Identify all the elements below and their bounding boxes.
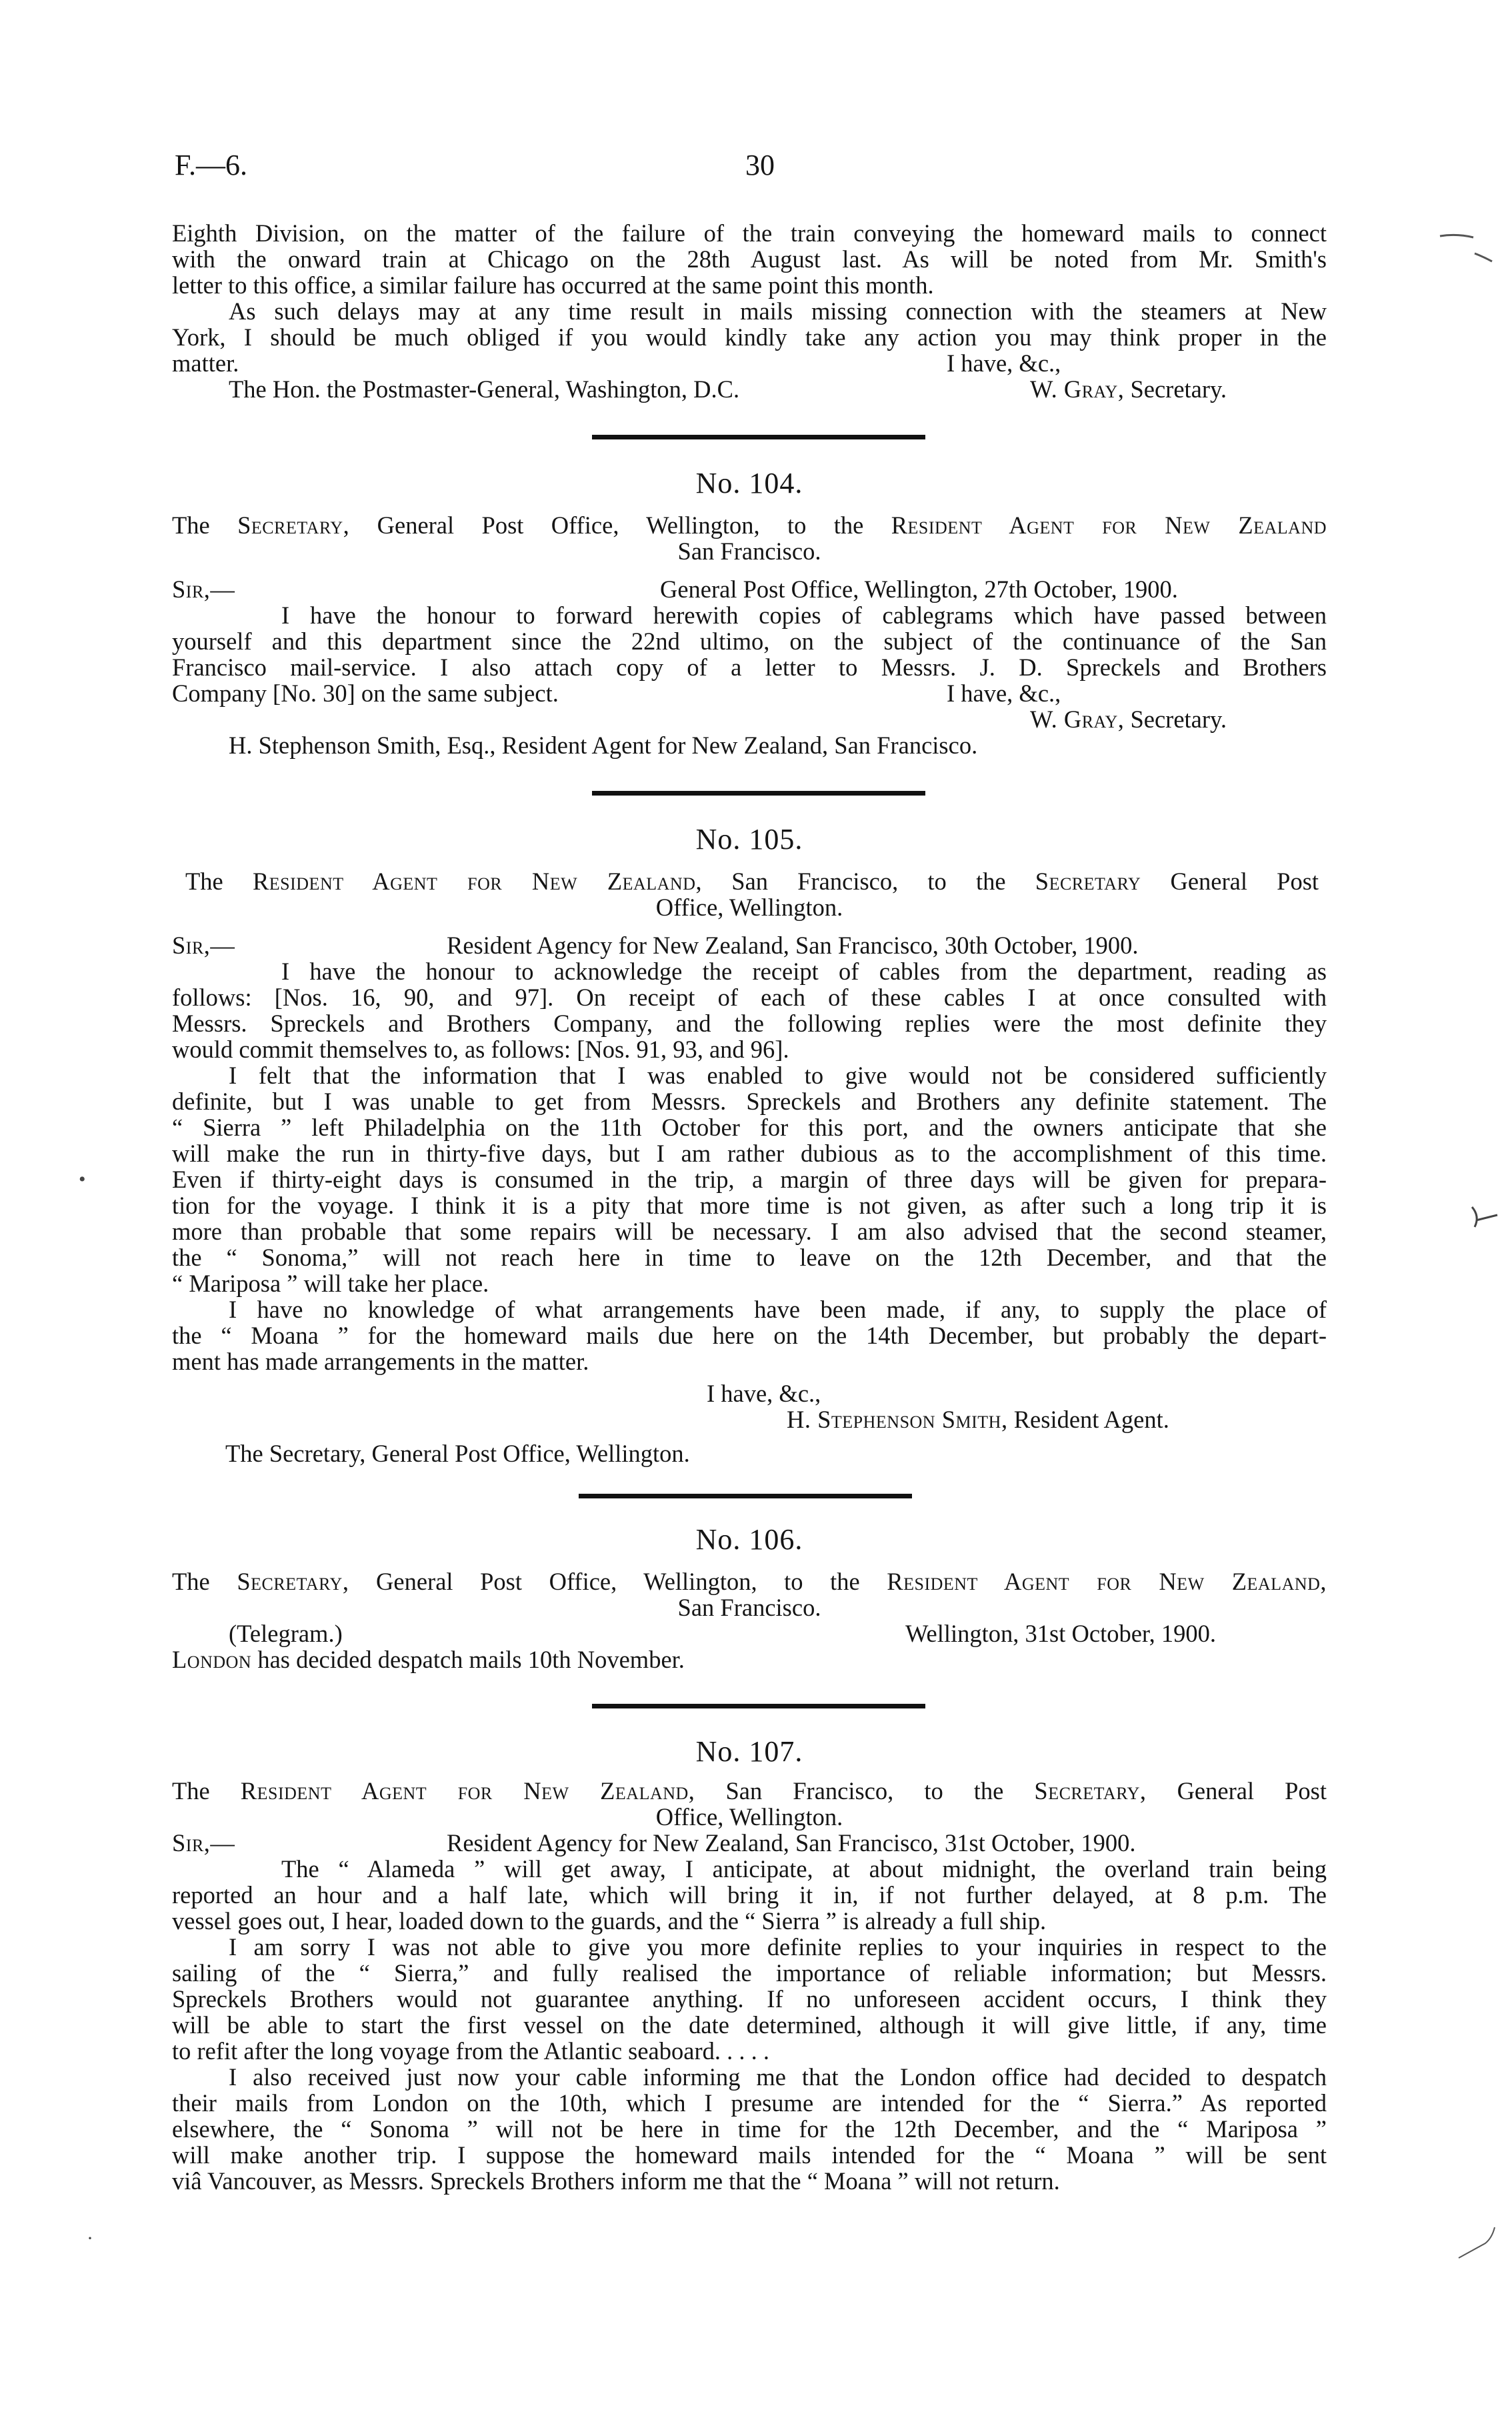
dateline: Resident Agency for New Zealand, San Francisco, 31st October, 1900. — [447, 1829, 1136, 1857]
letter-route-place: Office, Wellington. — [655, 894, 843, 921]
route-word: The — [185, 868, 223, 895]
text-line: reported an hour and a half late, which will bring it in, if not further delayed, at 8 p.m. The — [172, 1881, 1327, 1909]
signer-name: W. Gray, — [1030, 706, 1125, 733]
text-line: to refit after the long voyage from the Atlantic seaboard. . . . . — [172, 2037, 769, 2065]
letter-route — [172, 1778, 1327, 1804]
route-tail: General Post — [1177, 1777, 1327, 1804]
letter-route — [172, 512, 1327, 538]
signer-name: H. Stephenson Smith, — [787, 1406, 1008, 1433]
text-line: vessel goes out, I hear, loaded down to the guards, and the “ Sierra ” is already a full ship. — [172, 1907, 1047, 1935]
section-divider — [579, 1494, 912, 1498]
text-line: would commit themselves to, as follows: [Nos. 91, 93, and 96]. — [172, 1036, 789, 1063]
section-divider — [592, 791, 925, 796]
text-line: I also received just now your cable informing me that the London office had decided to despatch — [229, 2063, 1327, 2091]
route-sender: Resident Agent for New Zealand, — [252, 868, 703, 895]
text-line: Francisco mail-service. I also attach copy of a letter to Messrs. J. D. Spreckels and Brothers — [172, 654, 1327, 681]
margin-mark — [1433, 220, 1500, 273]
text-line: I have the honour to forward herewith copies of cablegrams which have passed between — [281, 601, 1327, 629]
route-sender: Secretary, — [237, 1568, 349, 1595]
text-line: The “ Alameda ” will get away, I anticipate, at about midnight, the overland train being — [281, 1855, 1327, 1883]
addressee: The Hon. the Postmaster-General, Washington, D.C. — [229, 375, 740, 403]
text-line: York, I should be much obliged if you would kindly take any action you may think proper in the — [172, 323, 1327, 351]
signature — [1030, 706, 1363, 732]
text-line: As such delays may at any time result in mails missing connection with the steamers at New — [229, 297, 1327, 325]
signer-title: Resident Agent. — [1013, 1406, 1169, 1433]
margin-mark — [1453, 2221, 1500, 2267]
margin-mark — [1467, 1200, 1507, 1240]
closing: I have, &c., — [707, 1380, 821, 1407]
text-line: Spreckels Brothers would not guarantee anything. If no unforeseen accident occurs, I think they — [172, 1985, 1327, 2013]
dateline: Resident Agency for New Zealand, San Francisco, 30th October, 1900. — [447, 932, 1139, 959]
route-sender: Resident Agent for New Zealand, — [240, 1777, 695, 1804]
text-line: the “ Moana ” for the homeward mails due here on the 14th December, but probably the depart- — [172, 1322, 1327, 1349]
dateline: Wellington, 31st October, 1900. — [905, 1620, 1216, 1647]
text-line: Messrs. Spreckels and Brothers Company, and the following replies were the most definite they — [172, 1010, 1327, 1037]
text-line: follows: [Nos. 16, 90, and 97]. On receipt of each of these cables I at once consulted with — [172, 984, 1327, 1011]
route-word: The — [172, 511, 210, 539]
route-mid: San Francisco, to the — [725, 1777, 1004, 1804]
text-line: Even if thirty-eight days is consumed in the trip, a margin of three days will be given for prepara- — [172, 1166, 1327, 1193]
text-line: will be able to start the first vessel on the date determined, although it will give little, if any, time — [172, 2011, 1327, 2039]
text-line: viâ Vancouver, as Messrs. Spreckels Brothers inform me that the “ Moana ” will not return. — [172, 2167, 1060, 2195]
route-sender: Secretary, — [237, 511, 350, 539]
text-line: more than probable that some repairs will be necessary. I am also advised that the second steamer, — [172, 1218, 1327, 1245]
addressee: H. Stephenson Smith, Esq., Resident Agent for New Zealand, San Francisco. — [229, 732, 978, 759]
letter-route — [185, 868, 1319, 894]
text-line: I have the honour to acknowledge the receipt of cables from the department, reading as — [281, 958, 1327, 985]
route-mid: General Post Office, Wellington, to the — [377, 511, 864, 539]
closing: I have, &c., — [947, 680, 1061, 707]
dateline: General Post Office, Wellington, 27th October, 1900. — [660, 575, 1178, 603]
page-number: 30 — [745, 149, 775, 181]
salutation: Sir,— — [172, 932, 235, 959]
text-line: definite, but I was unable to get from Messrs. Spreckels and Brothers any definite statement. The — [172, 1088, 1327, 1115]
route-mid: San Francisco, to the — [731, 868, 1006, 895]
text-line: yourself and this department since the 22nd ultimo, on the subject of the continuance of the San — [172, 628, 1327, 655]
signature — [787, 1406, 1333, 1432]
salutation: Sir,— — [172, 575, 235, 603]
signer-name: W. Gray, — [1030, 375, 1125, 403]
text-line: “ Sierra ” left Philadelphia on the 11th October for this port, and the owners anticipate that she — [172, 1114, 1327, 1141]
text-line: I felt that the information that I was enabled to give would not be considered sufficiently — [229, 1062, 1327, 1089]
signer-title: Secretary. — [1130, 375, 1227, 403]
section-divider — [592, 435, 925, 439]
text-line: with the onward train at Chicago on the 28th August last. As will be noted from Mr. Smith's — [172, 245, 1327, 273]
document-reference: F.—6. — [175, 149, 247, 181]
margin-dot: • — [79, 1168, 86, 1190]
signer-title: Secretary. — [1130, 706, 1227, 733]
route-mid: General Post Office, Wellington, to the — [376, 1568, 860, 1595]
letter-route — [172, 1568, 1327, 1594]
text-line: will make another trip. I suppose the homeward mails intended for the “ Moana ” will be sent — [172, 2141, 1327, 2169]
route-word: The — [172, 1777, 210, 1804]
text-line: I am sorry I was not able to give you more definite replies to your inquiries in respect to the — [229, 1933, 1327, 1961]
telegram-message — [172, 1646, 1327, 1672]
message-lead: London — [172, 1646, 252, 1673]
text-line: elsewhere, the “ Sonoma ” will not be here in time for the 12th December, and the “ Mariposa ” — [172, 2115, 1327, 2143]
route-tail: General Post — [1170, 868, 1319, 895]
route-word: The — [172, 1568, 210, 1595]
margin-dot: · — [87, 2227, 93, 2249]
letter-heading: No. 104. — [695, 467, 803, 499]
message-text: has decided despatch mails 10th November. — [257, 1646, 685, 1673]
text-line: “ Mariposa ” will take her place. — [172, 1270, 489, 1297]
letter-heading: No. 107. — [695, 1735, 803, 1768]
text-line: will make the run in thirty-five days, but I am rather dubious as to the accomplishment of this time. — [172, 1140, 1327, 1167]
letter-route-place: San Francisco. — [677, 537, 821, 565]
text-line: sailing of the “ Sierra,” and fully realised the importance of reliable information; but Messrs. — [172, 1959, 1327, 1987]
route-recipient: Secretary, — [1034, 1777, 1147, 1804]
text-line: Company [No. 30] on the same subject. — [172, 680, 559, 707]
section-divider — [592, 1704, 925, 1708]
addressee: The Secretary, General Post Office, Wellington. — [225, 1440, 690, 1467]
text-line: the “ Sonoma,” will not reach here in time to leave on the 12th December, and that the — [172, 1244, 1327, 1271]
route-recipient: Resident Agent for New Zealand, — [887, 1568, 1327, 1595]
text-line: letter to this office, a similar failure has occurred at the same point this month. — [172, 271, 934, 299]
text-line: tion for the voyage. I think it is a pity that more time is not given, as after such a long trip it is — [172, 1192, 1327, 1219]
text-line: their mails from London on the 10th, which I presume are intended for the “ Sierra.” As reported — [172, 2089, 1327, 2117]
text-line: I have no knowledge of what arrangements have been made, if any, to supply the place of — [229, 1296, 1327, 1323]
closing: I have, &c., — [947, 349, 1061, 377]
letter-route-place: Office, Wellington. — [655, 1803, 843, 1831]
signature — [1030, 376, 1363, 402]
route-recipient: Secretary — [1035, 868, 1141, 895]
text-line: matter. — [172, 349, 239, 377]
letter-heading: No. 105. — [695, 823, 803, 856]
text-line: Eighth Division, on the matter of the failure of the train conveying the homeward mails to connect — [172, 219, 1327, 247]
text-line: ment has made arrangements in the matter. — [172, 1348, 589, 1375]
route-recipient: Resident Agent for New Zealand — [891, 511, 1327, 539]
letter-heading: No. 106. — [695, 1523, 803, 1556]
telegram-label: (Telegram.) — [229, 1620, 343, 1647]
letter-route-place: San Francisco. — [677, 1594, 821, 1621]
salutation: Sir,— — [172, 1829, 235, 1857]
